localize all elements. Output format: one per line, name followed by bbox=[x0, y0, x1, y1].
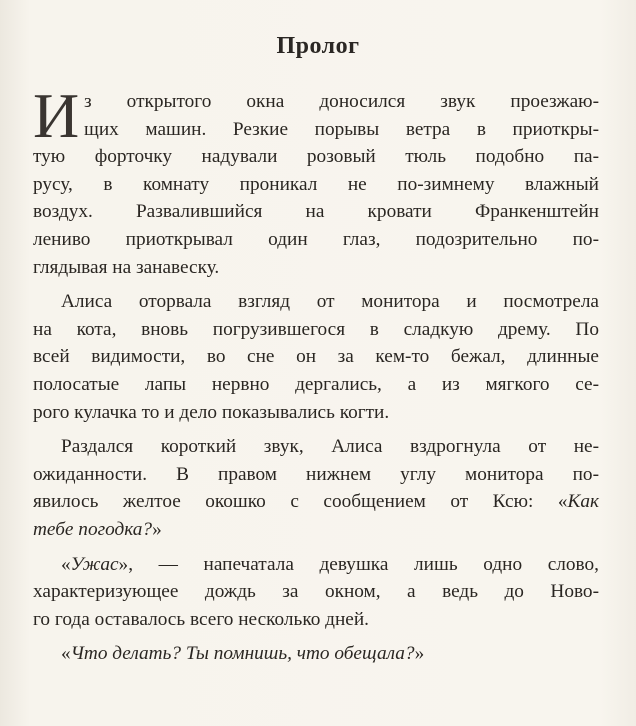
text-segment: », — напечатала девушка лишь одно слово, bbox=[118, 553, 599, 575]
text-line: Алиса оторвала взгляд от монитора и посмотрела bbox=[61, 291, 599, 313]
text-segment: явилось желтое окошко с сообщением от Ксю: « bbox=[33, 491, 568, 513]
italic-text: тебе погодка? bbox=[33, 518, 153, 540]
text-line: ожиданности. В правом нижнем углу монитора по- bbox=[33, 463, 599, 485]
italic-text: Как bbox=[567, 491, 599, 513]
text-line: Раздался короткий звук, Алиса вздрогнула от не- bbox=[61, 436, 599, 458]
text-line: тую форточку надували розовый тюль подобно па- bbox=[33, 146, 599, 168]
text-line: полосатые лапы нервно дергались, а из мягкого се- bbox=[33, 373, 599, 395]
drop-cap: И bbox=[33, 80, 80, 151]
text-line: глядывая на занавеску. bbox=[33, 256, 220, 278]
text-line: воздух. Развалившийся на кровати Франкенштейн bbox=[33, 201, 599, 223]
chapter-text bbox=[33, 80, 599, 668]
text-segment: « bbox=[61, 643, 71, 665]
text-line: характеризующее дождь за окном, а ведь до Ново- bbox=[33, 581, 599, 603]
text-line: з открытого окна доносился звук проезжаю- bbox=[84, 91, 599, 112]
paragraph-2 bbox=[33, 288, 599, 426]
text-segment: » bbox=[152, 518, 162, 540]
text-line bbox=[33, 488, 599, 516]
text-segment: » bbox=[414, 643, 425, 665]
text-line: на кота, вновь погрузившегося в сладкую дрему. По bbox=[33, 318, 599, 340]
paragraph-5 bbox=[33, 640, 599, 668]
text-segment: « bbox=[61, 553, 71, 575]
text-line: лениво приоткрывал один глаз, подозрительно по- bbox=[33, 228, 599, 250]
text-line: го года оставалось всего несколько дней. bbox=[33, 608, 369, 630]
text-line: всей видимости, во сне он за кем-то бежал, длинные bbox=[33, 346, 599, 368]
text-line bbox=[33, 640, 599, 668]
text-line: русу, в комнату проникал не по-зимнему влажный bbox=[33, 173, 599, 195]
paragraph-3 bbox=[33, 433, 599, 543]
text-line bbox=[33, 516, 599, 544]
italic-text: Что делать? Ты помнишь, что обещала? bbox=[70, 643, 415, 665]
text-line: щих машин. Резкие порывы ветра в приоткры- bbox=[84, 118, 599, 140]
chapter-title: Пролог bbox=[276, 33, 360, 59]
italic-text: Ужас bbox=[70, 553, 119, 575]
paragraph-1 bbox=[33, 80, 599, 281]
text-line: рого кулачка то и дело показывались когти. bbox=[33, 401, 390, 423]
text-line bbox=[33, 551, 599, 579]
paragraph-4 bbox=[33, 551, 599, 634]
